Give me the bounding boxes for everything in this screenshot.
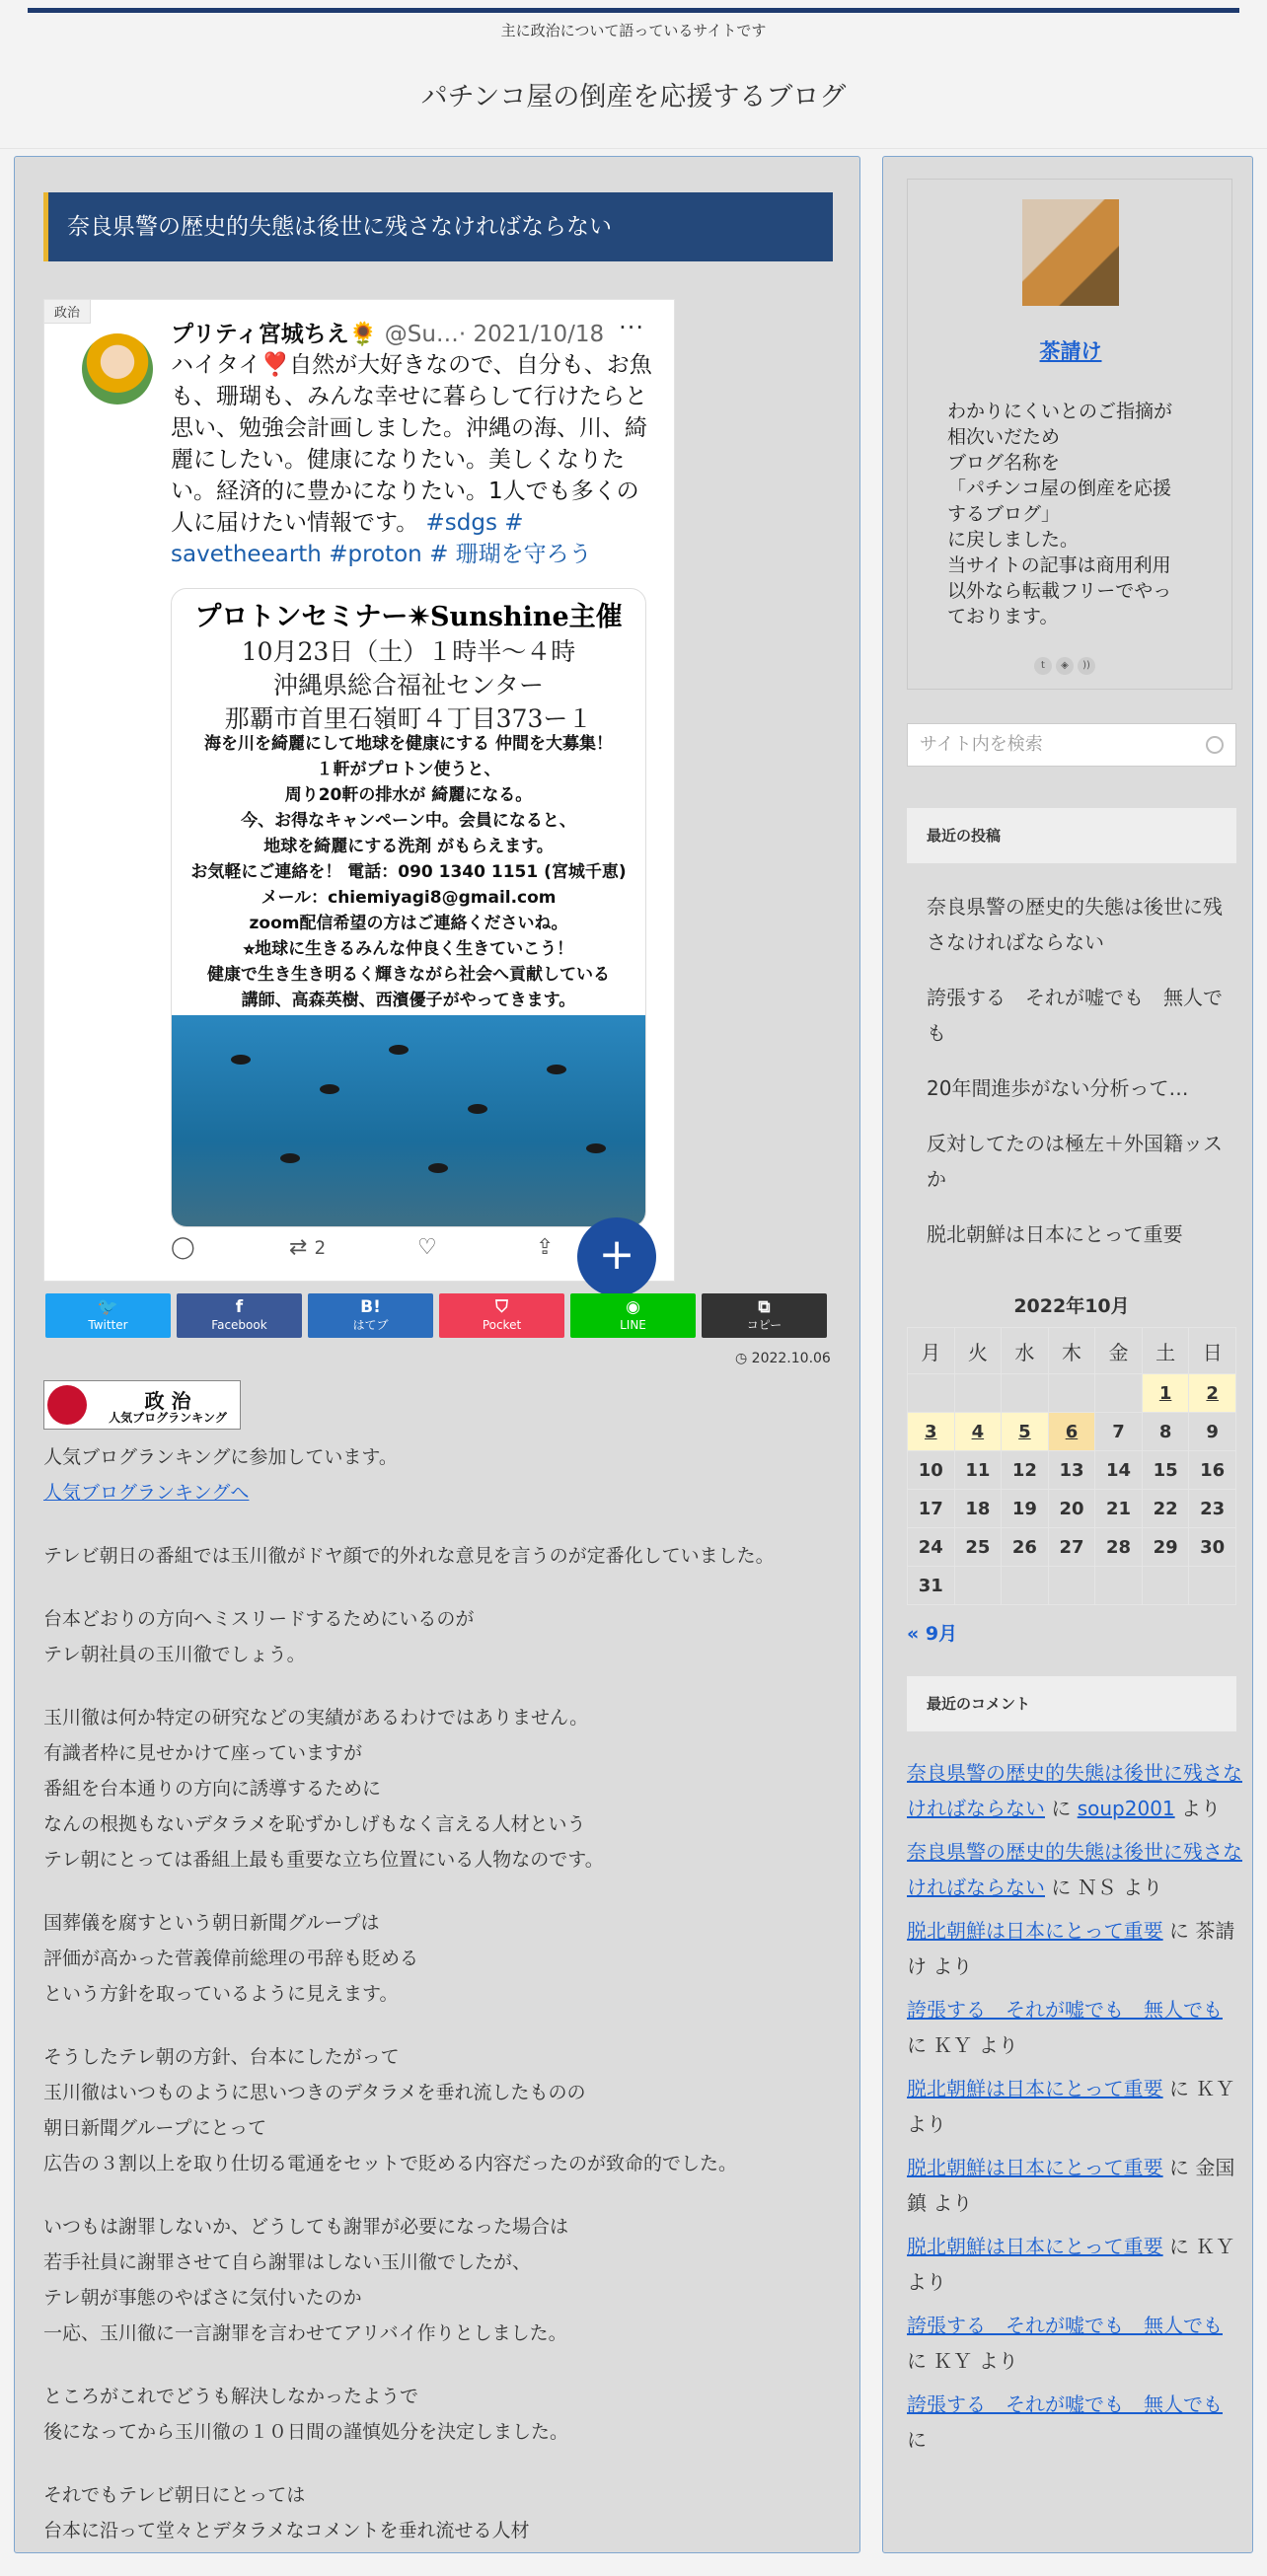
comment-suffix: より [1174, 1797, 1222, 1820]
header-divider [0, 148, 1267, 149]
profile-text: わかりにくいとのご指摘が 相次いだため ブログ名称を 「パチンコ屋の倒産を応援 するブログ」 に戻しました。 当サイトの記事は商用利用 以外なら転載フリーでやっ ております。 [947, 401, 1173, 627]
retweet-count: 2 [314, 1238, 327, 1259]
header-accent-bar [28, 8, 1239, 13]
flyer-title: プロトンセミナー✴︎Sunshine主催 [194, 602, 623, 632]
tweet-body [171, 349, 654, 570]
ranking-logo-icon [47, 1385, 87, 1425]
hashtag-link[interactable]: #proton [329, 542, 422, 567]
calendar-day: 18 [954, 1490, 1002, 1528]
tweet-image[interactable] [171, 588, 646, 1227]
recent-comment [907, 1834, 1242, 1905]
flyer-body-line: 健康で生き生き明るく輝きながら社会へ貢献している [207, 965, 610, 985]
recent-comment [907, 2150, 1242, 2221]
article-body [43, 1439, 843, 2576]
share-icon: ◉ [626, 1297, 640, 1317]
recent-comments-title: 最近のコメント [907, 1676, 1236, 1731]
comment-author: 金国鎮 [907, 2156, 1235, 2215]
site-tagline: 主に政治について語っているサイトです [500, 22, 767, 39]
calendar-caption: 2022年10月 [1013, 1295, 1130, 1317]
comment-on-text: に [1045, 1876, 1078, 1899]
heart-icon[interactable]: ♡ [417, 1235, 437, 1260]
article-paragraph: そうしたテレ朝の方針、台本にしたがって 玉川徹はいつものように思いつきのデタラメを垂れ流したものの 朝日新聞グループにとって 広告の３割以上を取り仕切る電通をセットで貶める内容だったのが致命的でした。 [43, 2046, 738, 2174]
tweet-header [171, 316, 654, 348]
ranking-banner-title: 政 治 [144, 1389, 191, 1413]
tweet-handle[interactable]: @Su… [384, 322, 459, 347]
calendar-day: 29 [1142, 1528, 1189, 1567]
calendar-empty-cell [1048, 1567, 1095, 1605]
comment-post-link[interactable]: 奈良県警の歴史的失態は後世に残さなければならない [907, 1840, 1242, 1899]
comment-suffix: より [972, 2349, 1018, 2373]
share-label: Twitter [88, 1318, 128, 1332]
floating-plus-button[interactable]: + [577, 1217, 656, 1296]
calendar-weekday: 日 [1189, 1328, 1236, 1374]
calendar-day: 21 [1095, 1490, 1143, 1528]
recent-post-link[interactable]: 誇張する それが嘘でも 無人でも [927, 986, 1223, 1045]
recent-post-link[interactable]: 脱北朝鮮は日本にとって重要 [927, 1222, 1183, 1246]
share-button-2[interactable] [308, 1293, 433, 1338]
comment-author[interactable]: soup2001 [1077, 1797, 1175, 1820]
recent-comment [907, 2229, 1242, 2300]
category-label[interactable]: 政治 [44, 300, 91, 324]
calendar-day: 8 [1142, 1413, 1189, 1451]
comment-author: ＫＹ [1195, 2235, 1235, 2258]
recent-posts-title: 最近の投稿 [907, 808, 1236, 863]
calendar-day: 14 [1095, 1451, 1143, 1490]
flyer-body-line: ⭐︎地球に生きるみんな仲良く生きていこう！ [243, 939, 574, 959]
share-icon: ⧉ [758, 1297, 771, 1317]
article-intro: 人気ブログランキングに参加しています。 [43, 1446, 398, 1468]
share-label: LINE [620, 1318, 646, 1332]
calendar-empty-cell [954, 1567, 1002, 1605]
calendar-weekday: 火 [954, 1328, 1002, 1374]
comment-on-text: に [1162, 2235, 1196, 2258]
calendar-day[interactable]: 5 [1002, 1413, 1049, 1451]
flyer-body-line: zoom配信希望の方はご連絡くださいね。 [249, 914, 568, 933]
comment-post-link[interactable]: 脱北朝鮮は日本にとって重要 [907, 2235, 1163, 2258]
comment-on-text: に [907, 2428, 927, 2452]
embedded-tweet[interactable] [43, 299, 675, 1282]
avatar[interactable] [82, 333, 153, 405]
share-button-5[interactable] [702, 1293, 827, 1338]
calendar-day: 10 [908, 1451, 955, 1490]
comment-suffix: より [907, 2112, 946, 2136]
flyer-body-line: 海を川を綺麗にして地球を健康にする 仲間を大募集！ [204, 734, 613, 754]
calendar-day: 30 [1189, 1528, 1236, 1567]
post-title: 奈良県警の歴史的失態は後世に残さなければならない [43, 192, 833, 261]
sidebar [882, 156, 1253, 2553]
share-button-0[interactable] [45, 1293, 171, 1338]
calendar-day[interactable]: 6 [1048, 1413, 1095, 1451]
calendar-empty-cell [1048, 1374, 1095, 1413]
comment-author: ＫＹ [932, 2349, 973, 2373]
comment-author: 茶請け [907, 1919, 1235, 1978]
profile-photo [1022, 199, 1119, 306]
tweet-text: ハイタイ❣️自然が大好きなので、自分も、お魚も、珊瑚も、みんな幸せに暮らして行けたらと思い、勉強会計画しました。沖縄の海、川、綺麗にしたい。健康になりたい。美しくなりたい。経済的に豊かになりたい。1人でも多くの人に届けたい情報です。 [171, 352, 652, 536]
tweet-actions [171, 1235, 644, 1265]
article-paragraph: それでもテレビ朝日にとっては 台本に沿って堂々とデタラメなコメントを垂れ流せる人材 [43, 2484, 530, 2541]
share-label: コピー [746, 1318, 783, 1332]
share-icon: ⛉ [495, 1297, 508, 1317]
share-button-3[interactable] [439, 1293, 564, 1338]
flyer-date: 10月23日（土）１時半〜４時 [241, 637, 576, 666]
calendar-weekday: 土 [1142, 1328, 1189, 1374]
calendar-day: 27 [1048, 1528, 1095, 1567]
calendar-empty-cell [1142, 1567, 1189, 1605]
comment-post-link[interactable]: 誇張する それが嘘でも 無人でも [907, 1998, 1223, 2022]
feedly-icon[interactable]: ◈ [1056, 657, 1074, 675]
calendar-day: 26 [1002, 1528, 1049, 1567]
calendar-day: 17 [908, 1490, 955, 1528]
article-paragraph: 国葬儀を腐すという朝日新聞グループは 評価が高かった菅義偉前総理の弔辞も貶める という方針を取っているように見えます。 [43, 1912, 419, 2005]
profile-name[interactable]: 茶請け [1039, 339, 1102, 363]
calendar-day: 16 [1189, 1451, 1236, 1490]
flyer-body-line: 地球を綺麗にする洗剤 がもらえます。 [263, 837, 554, 856]
flyer-body-line: 周り20軒の排水が 綺麗になる。 [284, 785, 533, 805]
ranking-banner[interactable] [43, 1380, 241, 1430]
calendar-weekday: 木 [1048, 1328, 1095, 1374]
share-icon: 🐦 [97, 1297, 119, 1317]
calendar-day: 15 [1142, 1451, 1189, 1490]
comment-suffix: より [927, 1954, 973, 1978]
calendar-day: 13 [1048, 1451, 1095, 1490]
calendar-day: 9 [1189, 1413, 1236, 1451]
calendar-day[interactable]: 1 [1142, 1374, 1189, 1413]
flyer-body-line: 講師、高森英樹、西濱優子がやってきます。 [241, 991, 576, 1010]
calendar-empty-cell [954, 1374, 1002, 1413]
flyer-body-line: メール：chiemiyagi8@gmail.com [261, 888, 557, 908]
comment-author: ＫＹ [932, 2033, 973, 2057]
calendar-day[interactable]: 4 [954, 1413, 1002, 1451]
comment-author: ＫＹ [1195, 2077, 1235, 2100]
rss-icon[interactable]: )) [1078, 657, 1095, 675]
calendar-weekday: 月 [908, 1328, 955, 1374]
calendar-day: 31 [908, 1567, 955, 1605]
flyer-body-line: 今、お得なキャンペーン中。会員になると、 [241, 811, 576, 831]
comment-suffix: より [927, 2191, 973, 2215]
comment-post-link[interactable]: 脱北朝鮮は日本にとって重要 [907, 1919, 1163, 1943]
comment-post-link[interactable]: 脱北朝鮮は日本にとって重要 [907, 2077, 1163, 2100]
search-input[interactable] [907, 723, 1236, 767]
article-paragraph: 玉川徹は何か特定の研究などの実績があるわけではありません。 有識者枠に見せかけて座っていますが 番組を台本通りの方向に誘導するために なんの根拠もないデタラメを恥ずかしげもなく言える人材という テレ朝にとっては番組上最も重要な立ち位置にいる人物なのです。 [43, 1707, 604, 1871]
calendar-empty-cell [1189, 1567, 1236, 1605]
share-icon[interactable]: ⇪ [536, 1235, 555, 1260]
calendar-day[interactable]: 3 [908, 1413, 955, 1451]
calendar-empty-cell [908, 1374, 955, 1413]
calendar-table [907, 1327, 1236, 1605]
flyer-body [172, 731, 645, 1013]
recent-comment [907, 1755, 1242, 1826]
calendar [907, 1291, 1236, 1605]
comment-on-text: に [1162, 2156, 1196, 2179]
ranking-link[interactable]: 人気ブログランキングへ [43, 1482, 250, 1504]
main-content [14, 156, 860, 2553]
recent-comment [907, 1992, 1242, 2063]
post-date: ◷ 2022.10.06 [735, 1351, 831, 1366]
twitter-icon[interactable]: t [1034, 657, 1052, 675]
comment-post-link[interactable]: 誇張する それが嘘でも 無人でも [907, 2392, 1223, 2416]
comment-suffix: より [1116, 1876, 1163, 1899]
share-icon: f [235, 1297, 244, 1317]
sea-photo [172, 1015, 645, 1226]
calendar-day[interactable]: 2 [1189, 1374, 1236, 1413]
profile-social-icons [1034, 653, 1113, 673]
search-icon[interactable] [1206, 736, 1224, 754]
ranking-banner-subtitle: 人気ブログランキング [109, 1411, 227, 1425]
comment-post-link[interactable]: 脱北朝鮮は日本にとって重要 [907, 2156, 1163, 2179]
post-date-value: 2022.10.06 [751, 1351, 831, 1366]
recent-comment [907, 2387, 1242, 2458]
comment-on-text: に [1045, 1797, 1078, 1820]
retweet-icon[interactable]: ⇄ 2 [289, 1235, 327, 1260]
comment-suffix: より [972, 2033, 1018, 2057]
share-button-4[interactable] [570, 1293, 696, 1338]
calendar-day: 25 [954, 1528, 1002, 1567]
share-button-1[interactable] [177, 1293, 302, 1338]
calendar-day: 20 [1048, 1490, 1095, 1528]
search-placeholder: サイト内を検索 [920, 734, 1043, 755]
comment-on-text: に [907, 2033, 933, 2057]
calendar-empty-cell [1095, 1567, 1143, 1605]
tweet-author-name[interactable]: プリティ宮城ちえ🌻 [171, 322, 378, 347]
article-paragraph: 台本どおりの方向へミスリードするためにいるのが テレ朝社員の玉川徹でしょう。 [43, 1608, 475, 1665]
calendar-day: 12 [1002, 1451, 1049, 1490]
hashtag-link[interactable]: #sdgs [425, 510, 497, 536]
comment-author: ＮＳ [1077, 1876, 1117, 1899]
share-icon: B! [360, 1297, 381, 1317]
profile-widget [907, 179, 1232, 690]
more-options-icon[interactable]: ··· [619, 314, 644, 341]
recent-comment [907, 1913, 1242, 1984]
calendar-day: 11 [954, 1451, 1002, 1490]
comment-on-text: に [1162, 2077, 1196, 2100]
calendar-weekday: 水 [1002, 1328, 1049, 1374]
recent-comments-list [907, 1755, 1242, 2466]
calendar-day: 19 [1002, 1490, 1049, 1528]
calendar-empty-cell [1002, 1374, 1049, 1413]
calendar-empty-cell [1095, 1374, 1143, 1413]
flyer-body-line: １軒がプロトン使うと、 [316, 760, 501, 779]
recent-post-link[interactable]: 反対してたのは極左＋外国籍ッスか [927, 1132, 1223, 1191]
tweet-date[interactable]: · 2021/10/18 [458, 322, 605, 347]
recent-comment [907, 2071, 1242, 2142]
calendar-weekday: 金 [1095, 1328, 1143, 1374]
calendar-day: 7 [1095, 1413, 1143, 1451]
article-paragraph: いつもは謝罪しないか、どうしても謝罪が必要になった場合は 若手社員に謝罪させて自ら謝罪はしない玉川徹でしたが、 テレ朝が事態のやばさに気付いたのか 一応、玉川徹に一言謝罪を言わせてアリバイ作りとしました。 [43, 2216, 569, 2344]
recent-post-link[interactable]: 20年間進歩がない分析って… [927, 1076, 1189, 1100]
hashtag-link[interactable]: # savetheearth [171, 510, 524, 567]
article-paragraph: ところがこれでどうも解決しなかったようで 後になってから玉川徹の１０日間の謹慎処分を決定しました。 [43, 2386, 569, 2443]
site-title[interactable]: パチンコ屋の倒産を応援するブログ [420, 82, 847, 112]
recent-comment [907, 2308, 1242, 2379]
calendar-day: 23 [1189, 1490, 1236, 1528]
flyer-body-line: お気軽にご連絡を！ 電話：090 1340 1151 (宮城千恵) [190, 862, 627, 882]
reply-icon[interactable]: ◯ [171, 1235, 195, 1260]
calendar-day: 24 [908, 1528, 955, 1567]
comment-post-link[interactable]: 奈良県警の歴史的失態は後世に残さなければならない [907, 1761, 1242, 1820]
share-label: Pocket [482, 1318, 522, 1332]
flyer-venue: 沖縄県総合福祉センター [272, 671, 544, 699]
flyer-address: 那覇市首里石嶺町４丁目373ー１ [224, 704, 593, 733]
hashtag-link[interactable]: # 珊瑚を守ろう [429, 542, 592, 567]
article-paragraph: テレビ朝日の番組では玉川徹がドヤ顔で的外れな意見を言うのが定番化していました。 [43, 1545, 775, 1567]
recent-posts-list [927, 889, 1223, 1272]
calendar-empty-cell [1002, 1567, 1049, 1605]
calendar-day: 28 [1095, 1528, 1143, 1567]
comment-on-text: に [907, 2349, 933, 2373]
share-label: Facebook [211, 1318, 267, 1332]
calendar-day: 22 [1142, 1490, 1189, 1528]
share-label: はてブ [352, 1318, 389, 1332]
comment-suffix: より [907, 2270, 946, 2294]
calendar-prev-month-link[interactable]: « 9月 [907, 1623, 958, 1645]
comment-on-text: に [1162, 1919, 1196, 1943]
comment-post-link[interactable]: 誇張する それが嘘でも 無人でも [907, 2314, 1223, 2337]
recent-post-link[interactable]: 奈良県警の歴史的失態は後世に残さなければならない [927, 895, 1223, 954]
